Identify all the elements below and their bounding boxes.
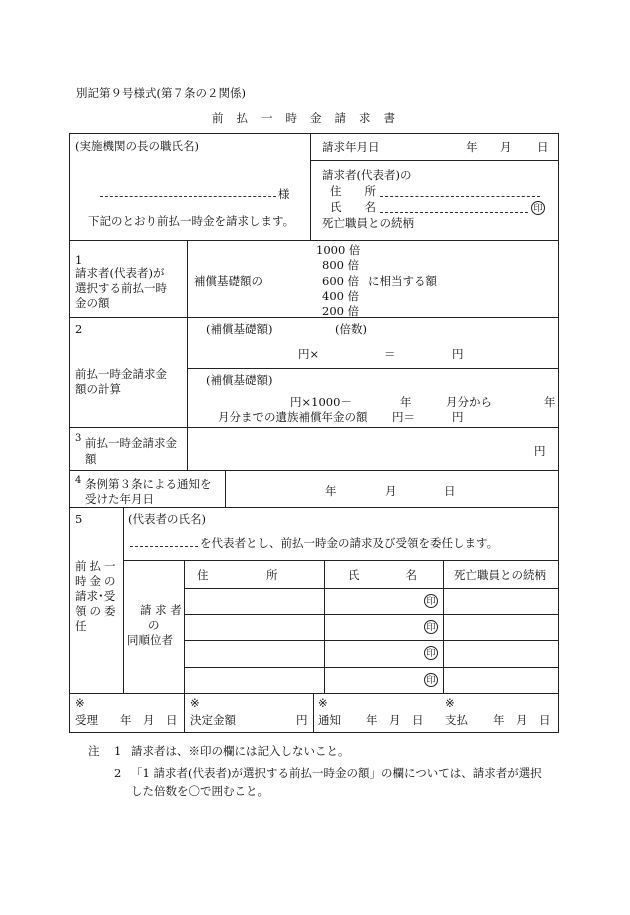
office-mark: ※ [445,696,455,710]
rep-name-field[interactable] [130,546,198,547]
section4-number: 4 [75,475,82,486]
section1-label-line1: 請求者(代表者)が [75,266,165,280]
yen-times-1000: 円×1000－ [290,395,352,409]
request-date-day[interactable]: 日 [537,140,549,154]
col-address-header: 住 所 [197,568,278,582]
multiple-200[interactable]: 200 倍 [322,304,360,318]
addressee-label: (実施機関の長の職氏名) [75,139,199,153]
section5-label-line5: 任 [75,619,87,633]
seal-icon: 印 [424,673,438,687]
claimant-relation-label: 死亡職員との続柄 [322,216,414,230]
section1-number: 1 [75,253,83,267]
addressee-line[interactable] [100,196,276,197]
office-mark: ※ [75,696,85,710]
note-prefix: 注 [88,744,100,758]
delegation-text: を代表者とし、前払一時金の請求及び受領を委任します。 [200,536,499,550]
office-mark: ※ [318,696,328,710]
section1-label-line3: 金の額 [75,296,110,310]
note-1-text: 請求者は、※印の欄には記入しないこと。 [131,744,350,758]
section5-label-line1: 前払一 [75,559,119,573]
note-2-text-continued: した倍数を〇で囲むこと。 [131,784,269,798]
request-date-label: 請求年月日 [322,140,380,154]
from-year: 年 [400,395,412,409]
cosigner-line1: 請 求 者 [140,603,182,617]
base-amount-label: (補償基礎額) [206,322,273,336]
section3-label-line2: 額 [85,452,97,466]
section1-label-line2: 選択する前払一時 [75,281,167,295]
section5-number: 5 [75,512,83,526]
from-month: 月分から [446,395,492,409]
multiple-800[interactable]: 800 倍 [322,258,360,272]
notice-day[interactable]: 日 [444,484,456,498]
multiple-600[interactable]: 600 倍 [322,274,360,288]
notice-month[interactable]: 月 [385,484,397,498]
receipt-label: 受理 [75,713,98,727]
base-amount-label-2: (補償基礎額) [206,373,273,387]
until-year: 年 [544,395,556,409]
note-1-number: 1 [114,744,122,758]
notice-date: 年 月 日 [366,713,424,727]
form-reference: 別記第９号様式(第７条の２関係) [76,86,246,100]
notice-year[interactable]: 年 [325,484,337,498]
multiple-label: (倍数) [335,322,367,336]
request-date-year[interactable]: 年 [466,140,478,154]
until-month-text: 月分までの遺族補償年金の額 [218,410,368,424]
claimant-name-label: 氏 名 [330,200,376,214]
decided-amount-yen: 円 [296,713,308,727]
request-statement: 下記のとおり前払一時金を請求します。 [88,214,295,228]
payment-label: 支払 [445,713,468,727]
multiple-1000[interactable]: 1000 倍 [316,243,361,257]
seal-icon: 印 [424,620,438,634]
multiple-400[interactable]: 400 倍 [322,289,360,303]
decided-amount-label: 決定金額 [190,713,236,727]
section2-number: 2 [75,322,83,336]
notice-label: 通知 [318,713,341,727]
section2-label-line2: 額の計算 [75,382,121,396]
equals-sign: ＝ [384,347,396,361]
section5-label-line4: 領の委 [75,604,119,618]
form-title: 前 払 一 時 金 請 求 書 [212,111,395,125]
claimant-address-field[interactable] [380,196,540,197]
claimant-name-field[interactable] [380,212,528,213]
col-relation-header: 死亡職員との続柄 [454,568,546,582]
cosigner-line2: の [148,618,160,632]
section1-equivalent: に相当する額 [368,274,437,288]
section1-base-label: 補償基礎額の [194,274,263,288]
request-date-month[interactable]: 月 [500,140,512,154]
seal-icon: 印 [424,594,438,608]
section5-label-line3: 請求･受 [75,589,116,603]
section3-label-line1: 前払一時金請求金 [85,436,177,450]
office-mark: ※ [190,696,200,710]
note-2-number: 2 [114,766,122,780]
section3-yen[interactable]: 円 [534,444,546,458]
seal-icon: 印 [424,646,438,660]
sama-suffix: 様 [278,187,290,201]
col-name-header: 氏 名 [348,568,417,582]
section4-label-line2: 受けた年月日 [85,492,154,506]
payment-date: 年 月 日 [493,713,551,727]
section4-label-line1: 条例第３条による通知を [85,477,212,491]
cosigner-line3: 同順位者 [127,633,173,647]
yen-equals: 円＝ [392,410,415,424]
final-yen: 円 [452,410,464,424]
yen-times: 円× [298,347,320,361]
receipt-date: 年 月 日 [120,713,178,727]
section2-label-line1: 前払一時金請求金 [75,367,167,381]
rep-name-label: (代表者の氏名) [128,512,206,526]
section5-label-line2: 時金の [75,574,119,588]
seal-icon: 印 [531,201,545,215]
result-yen: 円 [452,347,464,361]
claimant-label: 請求者(代表者)の [322,168,412,182]
section3-number: 3 [75,433,82,444]
claimant-address-label: 住 所 [330,184,376,198]
note-2-text: 「1 請求者(代表者)が選択する前払一時金の額」の欄については、請求者が選択 [131,766,542,780]
